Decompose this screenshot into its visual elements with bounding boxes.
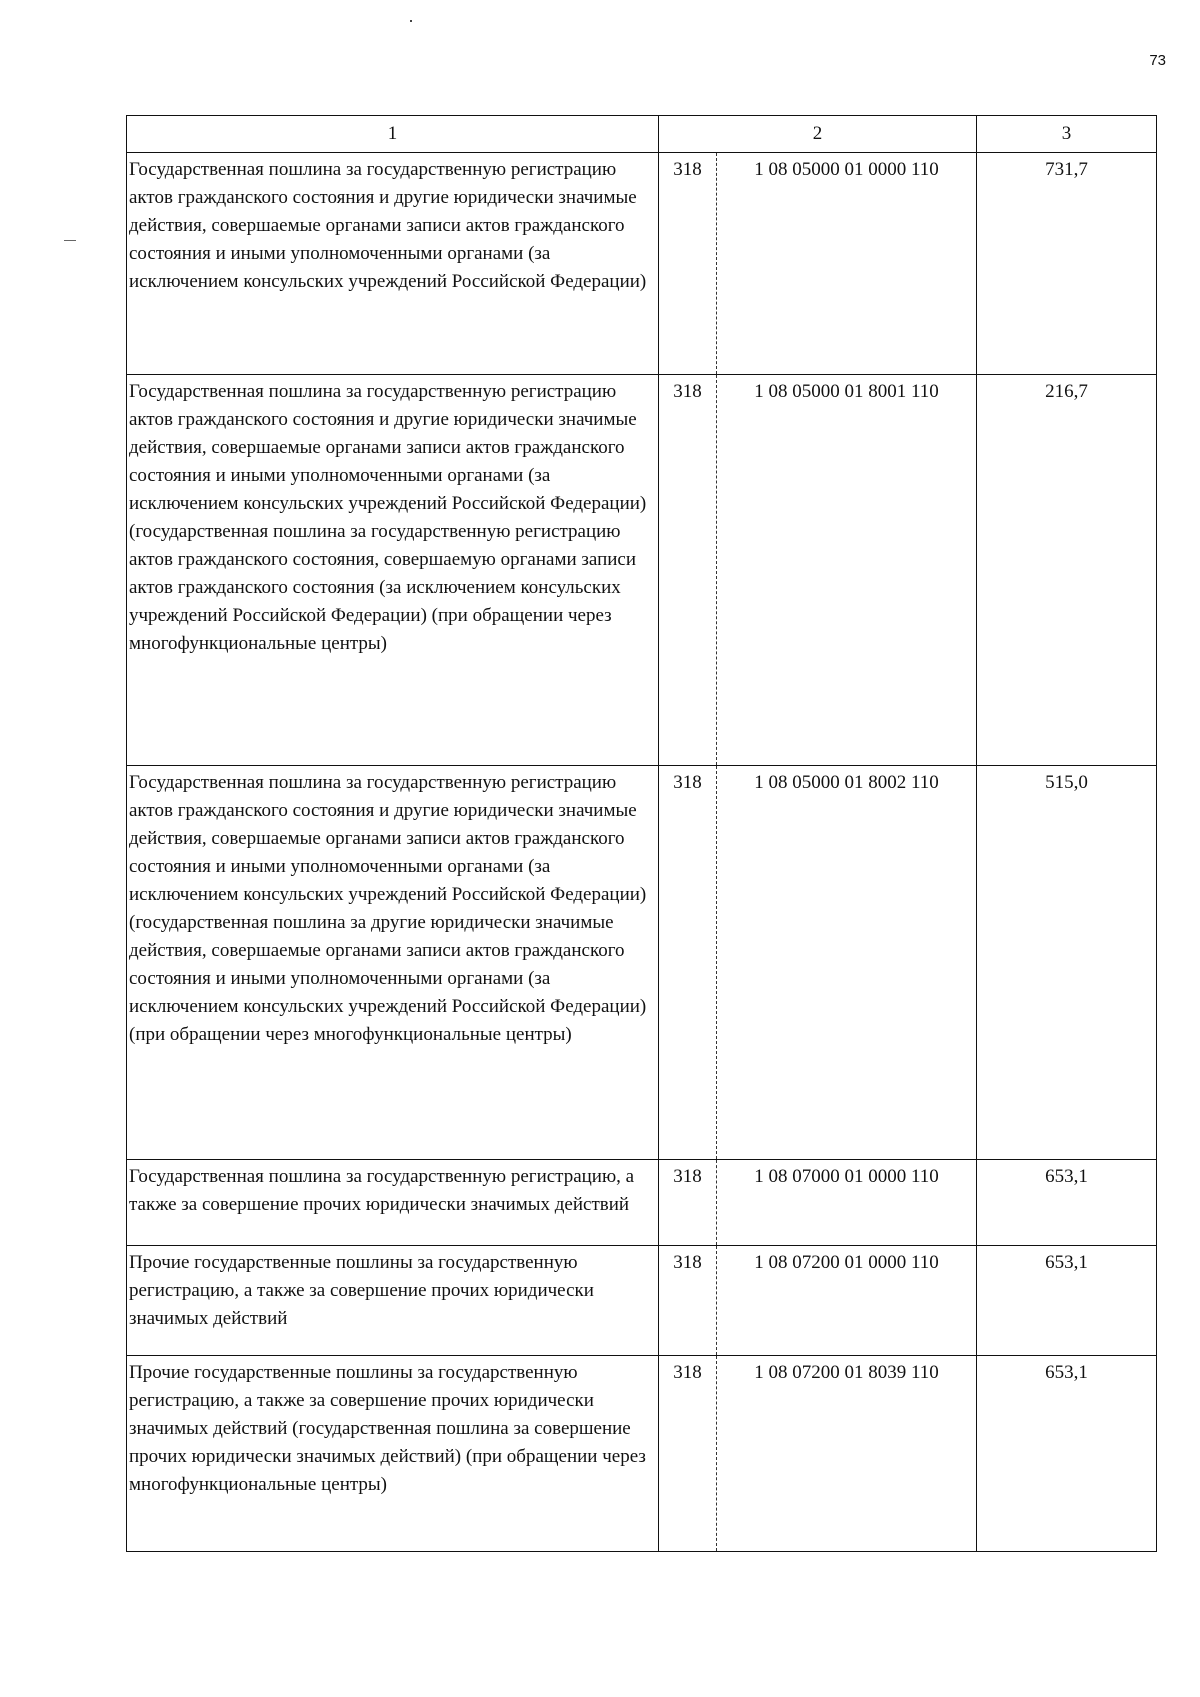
row-amount: 731,7 bbox=[977, 153, 1157, 375]
row-budget-code: 1 08 07200 01 8039 110 bbox=[717, 1356, 977, 1552]
table-header-row bbox=[127, 116, 1157, 153]
row-budget-code: 1 08 07000 01 0000 110 bbox=[717, 1160, 977, 1246]
row-admin-code: 318 bbox=[659, 153, 717, 375]
row-admin-code: 318 bbox=[659, 1246, 717, 1356]
page-number: 73 bbox=[1149, 52, 1166, 69]
row-amount: 653,1 bbox=[977, 1160, 1157, 1246]
row-amount: 515,0 bbox=[977, 766, 1157, 1160]
row-description: Государственная пошлина за государственную регистрацию актов гражданского состояния и другие юридически значимые действия, совершаемые органами записи актов гражданского состояния и иными уполномоченными органами (за исключением консульских учреждений Российской Федерации) (государственная пошлина за другие юридически значимые действия, совершаемые органами записи актов гражданского состояния и иными уполномоченными органами (за исключением консульских учреждений Российской Федерации) (при обращении через многофункциональные центры) bbox=[127, 766, 659, 1160]
row-description: Прочие государственные пошлины за государственную регистрацию, а также за совершение прочих юридически значимых действий bbox=[127, 1246, 659, 1356]
row-admin-code: 318 bbox=[659, 1356, 717, 1552]
scan-artifact-dash bbox=[64, 240, 76, 241]
row-admin-code: 318 bbox=[659, 375, 717, 766]
row-description: Прочие государственные пошлины за государственную регистрацию, а также за совершение прочих юридически значимых действий (государственная пошлина за совершение прочих юридически значимых действий) (при обращении через многофункциональные центры) bbox=[127, 1356, 659, 1552]
table-row bbox=[127, 1356, 1157, 1552]
row-amount: 653,1 bbox=[977, 1246, 1157, 1356]
row-description: Государственная пошлина за государственную регистрацию актов гражданского состояния и другие юридически значимые действия, совершаемые органами записи актов гражданского состояния и иными уполномоченными органами (за исключением консульских учреждений Российской Федерации) (государственная пошлина за государственную регистрацию актов гражданского состояния, совершаемую органами записи актов гражданского состояния (за исключением консульских учреждений Российской Федерации) (при обращении через многофункциональные центры) bbox=[127, 375, 659, 766]
table-row bbox=[127, 153, 1157, 375]
header-col-2: 2 bbox=[659, 116, 977, 153]
table-row bbox=[127, 766, 1157, 1160]
row-description: Государственная пошлина за государственную регистрацию, а также за совершение прочих юридически значимых действий bbox=[127, 1160, 659, 1246]
row-budget-code: 1 08 05000 01 8002 110 bbox=[717, 766, 977, 1160]
scan-artifact-dot bbox=[410, 20, 412, 22]
row-budget-code: 1 08 07200 01 0000 110 bbox=[717, 1246, 977, 1356]
row-amount: 216,7 bbox=[977, 375, 1157, 766]
revenue-table bbox=[126, 115, 1157, 1552]
row-budget-code: 1 08 05000 01 0000 110 bbox=[717, 153, 977, 375]
row-budget-code: 1 08 05000 01 8001 110 bbox=[717, 375, 977, 766]
header-col-1: 1 bbox=[127, 116, 659, 153]
row-admin-code: 318 bbox=[659, 766, 717, 1160]
row-description: Государственная пошлина за государственную регистрацию актов гражданского состояния и другие юридически значимые действия, совершаемые органами записи актов гражданского состояния и иными уполномоченными органами (за исключением консульских учреждений Российской Федерации) bbox=[127, 153, 659, 375]
header-col-3: 3 bbox=[977, 116, 1157, 153]
table-row bbox=[127, 1246, 1157, 1356]
table-row bbox=[127, 1160, 1157, 1246]
table-row bbox=[127, 375, 1157, 766]
row-admin-code: 318 bbox=[659, 1160, 717, 1246]
row-amount: 653,1 bbox=[977, 1356, 1157, 1552]
